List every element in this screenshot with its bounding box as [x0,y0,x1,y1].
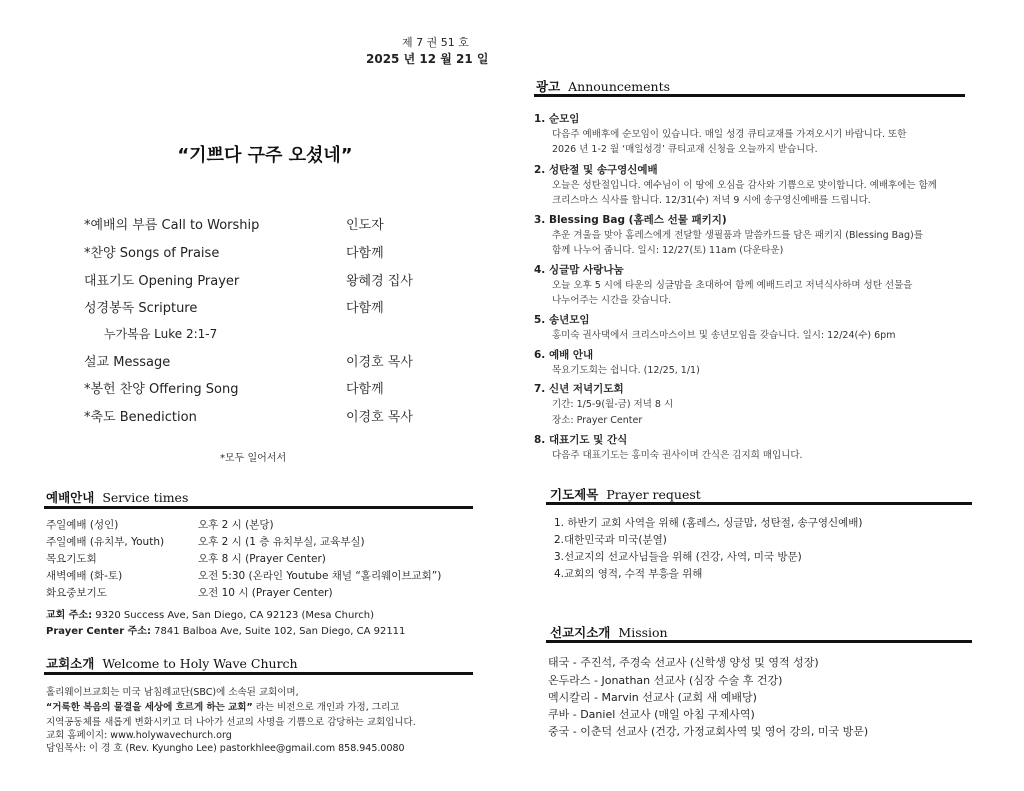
welcome-heading [46,654,298,672]
announcements-heading [536,77,670,95]
order-item-leader: 이경호 목사 [346,410,413,425]
announcement-text: 2026 년 1-2 월 ‘매일성경’ 큐티교재 신청을 오늘까지 받습니다. [552,144,818,155]
service-time: 오후 2 시 (1 층 유치부실, 교육부실) [198,536,365,548]
standing-note: *모두 일어서서 [220,453,287,464]
order-item [84,378,444,396]
pastor-contact: 담임목사: 이 경 호 (Rev. Kyungho Lee) pastorkhlee@gmail.com 858.945.0080 [46,743,405,754]
announcement-text: 오늘 오후 5 시에 타운의 싱글맘을 초대하여 함께 예배드리고 저녁식사하며 성탄 선물을 [552,280,913,291]
service-time: 오후 8 시 (Prayer Center) [198,553,326,565]
order-item [84,406,444,424]
service-row [46,568,496,584]
order-item [84,297,444,315]
announcement-title: 8. 대표기도 및 간식 [534,434,628,446]
announcements-heading-ko: 광고 [536,79,561,94]
service-time: 오후 2 시 (본당) [198,519,274,531]
announcement-text: 크리스마스 식사를 합니다. 12/31(수) 저녁 9 시에 송구영신예배를 드립니다. [552,195,871,206]
order-item [84,351,444,369]
prayer-item: 3.선교지의 선교사님들을 위해 (건강, 사역, 미국 방문) [554,551,802,563]
order-item-leader: 다함께 [346,382,384,397]
order-item-leader: 이경호 목사 [346,355,413,370]
mission-heading-en: Mission [618,625,668,640]
announcement-title: 4. 싱글맘 사랑나눔 [534,264,624,276]
announcement-title: 2. 성탄절 및 송구영신예배 [534,164,658,176]
announcement-title: 5. 송년모임 [534,314,590,326]
prayer-item: 4.교회의 영적, 수적 부흥을 위해 [554,568,703,580]
announcement-text: 다음주 대표기도는 홍미숙 권사이며 간식은 김지희 매입니다. [552,450,803,461]
welcome-line [46,699,399,713]
church-website: 교회 홈페이지: www.holywavechurch.org [46,730,232,741]
service-heading-en: Service times [102,490,189,505]
service-row [46,534,496,550]
service-heading-ko: 예배안내 [46,490,95,505]
service-name: 주일예배 (유치부, Youth) [46,536,165,548]
issue-volume: 제 7 권 51 호 [402,36,469,49]
church-address [46,606,374,621]
service-time: 오전 10 시 (Prayer Center) [198,587,333,599]
order-item [84,214,444,232]
announcement-text: 목요기도회는 쉽니다. (12/25, 1/1) [552,365,700,376]
mission-item: 멕시칼리 - Marvin 선교사 (교회 새 예배당) [548,691,757,704]
section-divider [44,506,473,509]
order-item [84,270,444,288]
service-time: 오전 5:30 (온라인 Youtube 채널 “홀리웨이브교회”) [198,570,442,582]
order-item-leader: 다함께 [346,246,384,261]
order-item-label: *찬양 Songs of Praise [84,246,220,261]
order-item [84,242,444,260]
order-item-label: *축도 Benediction [84,410,197,425]
service-heading [46,488,188,506]
announcement-title: 7. 신년 저녁기도회 [534,383,624,395]
prayer-center-address-label: Prayer Center 주소: [46,626,151,637]
announcement-title: 3. Blessing Bag (홈레스 선물 패키지) [534,214,727,226]
order-item-leader: 인도자 [346,218,384,233]
section-divider [534,94,965,97]
mission-item: 쿠바 - Daniel 선교사 (매일 아침 구제사역) [548,708,755,721]
service-name: 주일예배 (성인) [46,519,119,531]
mission-item: 태국 - 주진석, 주경숙 선교사 (신학생 양성 및 영적 성장) [548,656,819,669]
order-item-label: 성경봉독 Scripture [84,301,198,316]
announcements-heading-en: Announcements [568,79,671,94]
church-vision: “거룩한 복음의 물결을 세상에 흐르게 하는 교회” [46,702,253,713]
prayer-center-address [46,622,405,637]
prayer-item: 1. 하반기 교회 사역을 위해 (홈레스, 싱글맘, 성탄절, 송구영신예배) [554,517,863,529]
announcement-text: 추운 겨울을 맞아 홈레스에게 전달할 생필품과 말씀카드를 담은 패키지 (Blessing Bag)를 [552,230,923,241]
order-item-label: *예배의 부름 Call to Worship [84,218,260,233]
service-name: 새벽예배 (화-토) [46,570,123,582]
order-item-label: *봉헌 찬양 Offering Song [84,382,239,397]
section-divider [44,672,473,675]
church-address-value: 9320 Success Ave, San Diego, CA 92123 (Mesa Church) [92,610,374,621]
prayer-item: 2.대한민국과 미국(분열) [554,534,667,546]
service-row [46,517,496,533]
mission-item: 중국 - 이춘덕 선교사 (건강, 가정교회사역 및 영어 강의, 미국 방문) [548,725,869,738]
section-divider [546,502,972,505]
prayer-heading-ko: 기도제목 [550,487,599,502]
announcement-title: 6. 예배 안내 [534,349,594,361]
order-item-label: 설교 Message [84,355,171,370]
issue-date: 2025 년 12 월 21 일 [366,52,489,66]
announcement-text: 나누어주는 시간을 갖습니다. [552,295,672,306]
scripture-reference: 누가복음 Luke 2:1-7 [104,327,218,341]
order-item-leader: 왕혜경 집사 [346,274,413,289]
announcement-text: 홍미숙 권사댁에서 크리스마스이브 및 송년모임을 갖습니다. 일시: 12/24(수) 6pm [552,330,896,341]
announcement-text: 함께 나누어 줍니다. 일시: 12/27(토) 11am (다운타운) [552,245,784,256]
service-name: 화요중보기도 [46,587,107,599]
welcome-line: 지역공동체를 새롭게 변화시키고 더 나아가 선교의 사명을 기쁨으로 감당하는 교회입니다. [46,717,416,728]
section-divider [546,640,972,643]
prayer-heading-en: Prayer request [606,487,701,502]
mission-heading-ko: 선교지소개 [550,625,611,640]
welcome-line: 홀리웨이브교회는 미국 남침례교단(SBC)에 소속된 교회이며, [46,687,299,698]
service-row [46,585,496,601]
announcement-text: 장소: Prayer Center [552,415,643,426]
order-item-label: 대표기도 Opening Prayer [84,274,240,289]
service-row [46,551,496,567]
announcement-text: 기간: 1/5-9(월-금) 저녁 8 시 [552,399,674,410]
welcome-heading-ko: 교회소개 [46,656,95,671]
announcement-title: 1. 순모임 [534,113,580,125]
prayer-heading [550,485,701,503]
mission-heading [550,623,668,641]
sermon-title: “기쁘다 구주 오셨네” [177,145,353,166]
mission-item: 온두라스 - Jonathan 선교사 (심장 수술 후 건강) [548,674,783,687]
announcement-text: 다음주 예배후에 순모임이 있습니다. 매일 성경 큐티교재를 가져오시기 바랍니다. 또한 [552,129,907,140]
prayer-center-address-value: 7841 Balboa Ave, Suite 102, San Diego, CA 92111 [150,626,406,637]
announcement-text: 오늘은 성탄절입니다. 예수님이 이 땅에 오심을 감사와 기쁨으로 맞이합니다. 예배후에는 함께 [552,180,937,191]
order-item-leader: 다함께 [346,301,384,316]
welcome-line-rest: 라는 비전으로 개인과 가정, 그리고 [252,702,400,713]
church-address-label: 교회 주소: [46,610,93,621]
welcome-heading-en: Welcome to Holy Wave Church [102,656,298,671]
service-name: 목요기도회 [46,553,97,565]
